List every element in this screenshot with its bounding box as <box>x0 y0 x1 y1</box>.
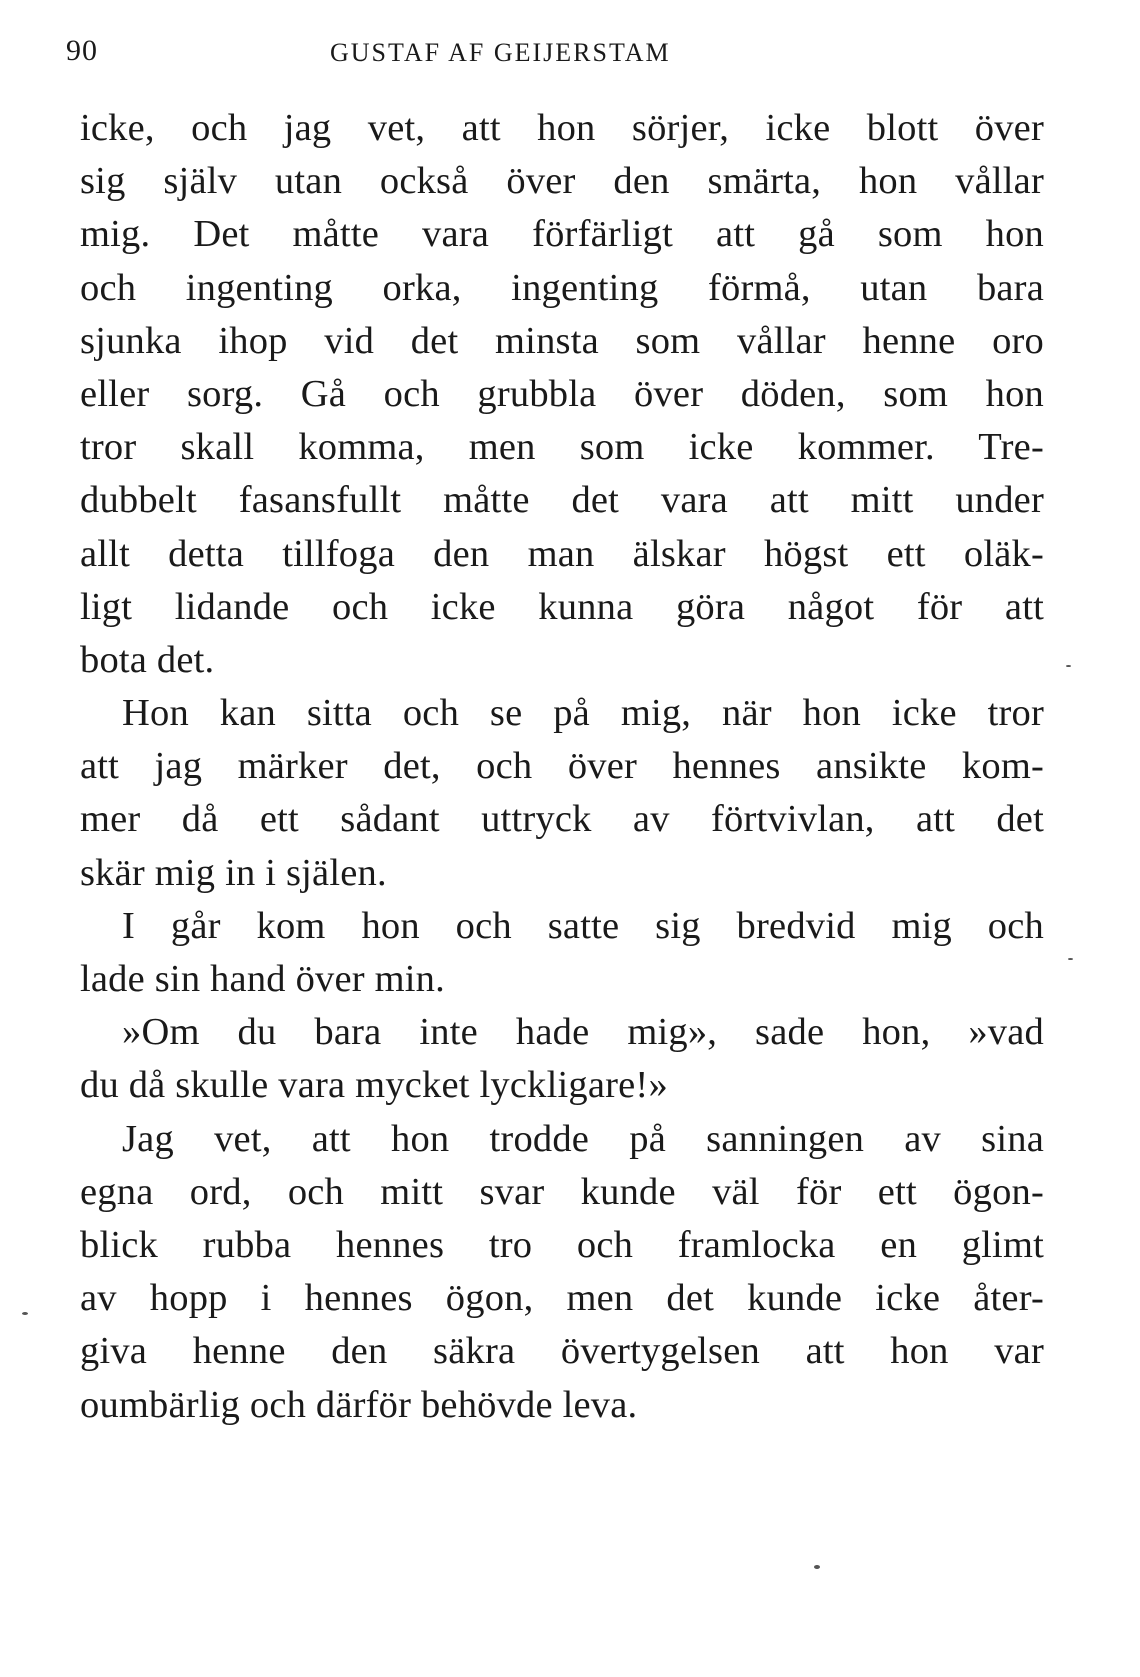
running-title: GUSTAF AF GEIJERSTAM <box>330 38 671 67</box>
text-line: av hopp i hennes ögon, men det kunde icke åter- <box>80 1277 1044 1320</box>
text-line: sig själv utan också över den smärta, hon vållar <box>80 160 1044 203</box>
text-line: oumbärlig och därför behövde leva. <box>80 1383 638 1426</box>
scan-speck <box>1068 958 1073 960</box>
text-line: tror skall komma, men som icke kommer. Tre- <box>80 426 1044 469</box>
text-line: ligt lidande och icke kunna göra något för att <box>80 585 1044 628</box>
text-line: Jag vet, att hon trodde på sanningen av sina <box>122 1117 1044 1160</box>
text-line: blick rubba hennes tro och framlocka en glimt <box>80 1223 1044 1266</box>
text-line: Hon kan sitta och se på mig, när hon icke tror <box>122 692 1044 735</box>
scan-speck <box>1066 665 1071 667</box>
text-line: I går kom hon och satte sig bredvid mig och <box>122 904 1044 947</box>
text-line: att jag märker det, och över hennes ansikte kom- <box>80 745 1044 788</box>
text-line: bota det. <box>80 638 215 681</box>
scan-speck <box>22 1312 28 1315</box>
scan-speck <box>814 1565 820 1569</box>
running-head <box>66 34 1036 74</box>
text-line: du då skulle vara mycket lyckligare!» <box>80 1064 668 1107</box>
text-line: »Om du bara inte hade mig», sade hon, »vad <box>122 1011 1044 1054</box>
text-line: lade sin hand över min. <box>80 958 445 1000</box>
page-number: 90 <box>66 34 98 67</box>
text-line: giva henne den säkra övertygelsen att hon var <box>80 1330 1044 1373</box>
body-text <box>80 102 1044 1432</box>
text-line: egna ord, och mitt svar kunde väl för ett ögon- <box>80 1170 1044 1213</box>
text-line: mer då ett sådant uttryck av förtvivlan, att det <box>80 798 1044 841</box>
text-line: mig. Det måtte vara förfärligt att gå som hon <box>80 213 1044 256</box>
text-line: skär mig in i själen. <box>80 851 387 894</box>
text-line: icke, och jag vet, att hon sörjer, icke blott över <box>80 107 1044 149</box>
text-line: eller sorg. Gå och grubbla över döden, som hon <box>80 372 1044 415</box>
text-line: och ingenting orka, ingenting förmå, utan bara <box>80 266 1044 309</box>
text-line: sjunka ihop vid det minsta som vållar henne oro <box>80 319 1044 362</box>
text-line: allt detta tillfoga den man älskar högst ett oläk- <box>80 532 1044 575</box>
text-line: dubbelt fasansfullt måtte det vara att mitt under <box>80 479 1044 522</box>
